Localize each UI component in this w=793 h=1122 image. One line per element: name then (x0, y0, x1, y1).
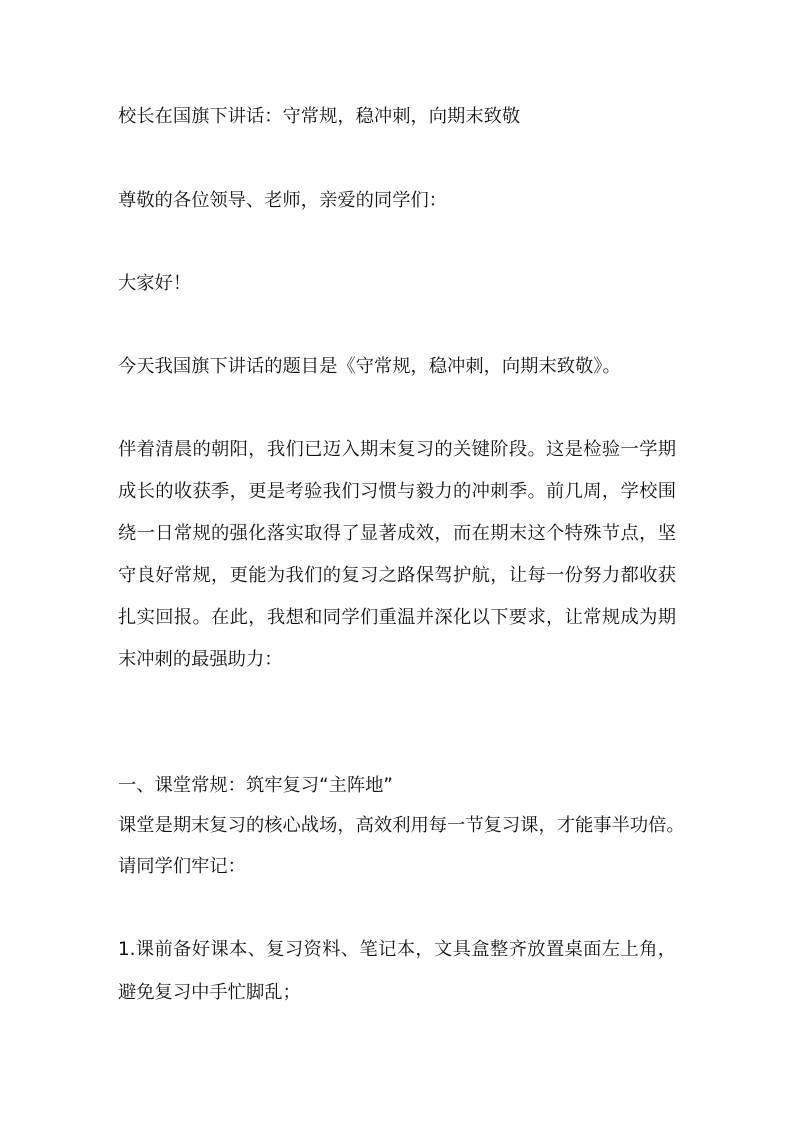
paragraph-line: 伴着清晨的朝阳，我们已迈入期末复习的关键阶段。这是检验一学期 (118, 439, 676, 460)
paragraph-line: 成长的收获季，更是考验我们习惯与毅力的冲刺季。前几周，学校围 (118, 481, 676, 502)
section-heading: 一、课堂常规：筑牢复习“主阵地” (118, 775, 393, 796)
document-title: 校长在国旗下讲话：守常规，稳冲刺，向期末致敬 (118, 106, 521, 127)
paragraph-line: 守良好常规，更能为我们的复习之路保驾护航，让每一份努力都收获 (118, 565, 676, 586)
paragraph-line: 1.课前备好课本、复习资料、笔记本，文具盒整齐放置桌面左上角， (118, 939, 676, 960)
greeting: 大家好！ (118, 273, 192, 294)
paragraph-line: 末冲刺的最强助力： (118, 649, 283, 670)
paragraph-line: 避免复习中手忙脚乱； (118, 982, 301, 1003)
paragraph-line: 扎实回报。在此，我想和同学们重温并深化以下要求，让常规成为期 (118, 607, 676, 628)
salutation: 尊敬的各位领导、老师，亲爱的同学们： (118, 190, 448, 211)
intro-text: 今天我国旗下讲话的题目是《守常规，稳冲刺，向期末致敬》。 (118, 356, 621, 377)
paragraph-line: 课堂是期末复习的核心战场，高效利用每一节复习课，才能事半功倍。 (118, 815, 685, 836)
paragraph-line: 请同学们牢记： (118, 856, 246, 877)
paragraph-line: 绕一日常规的强化落实取得了显著成效，而在期末这个特殊节点，坚 (118, 523, 676, 544)
